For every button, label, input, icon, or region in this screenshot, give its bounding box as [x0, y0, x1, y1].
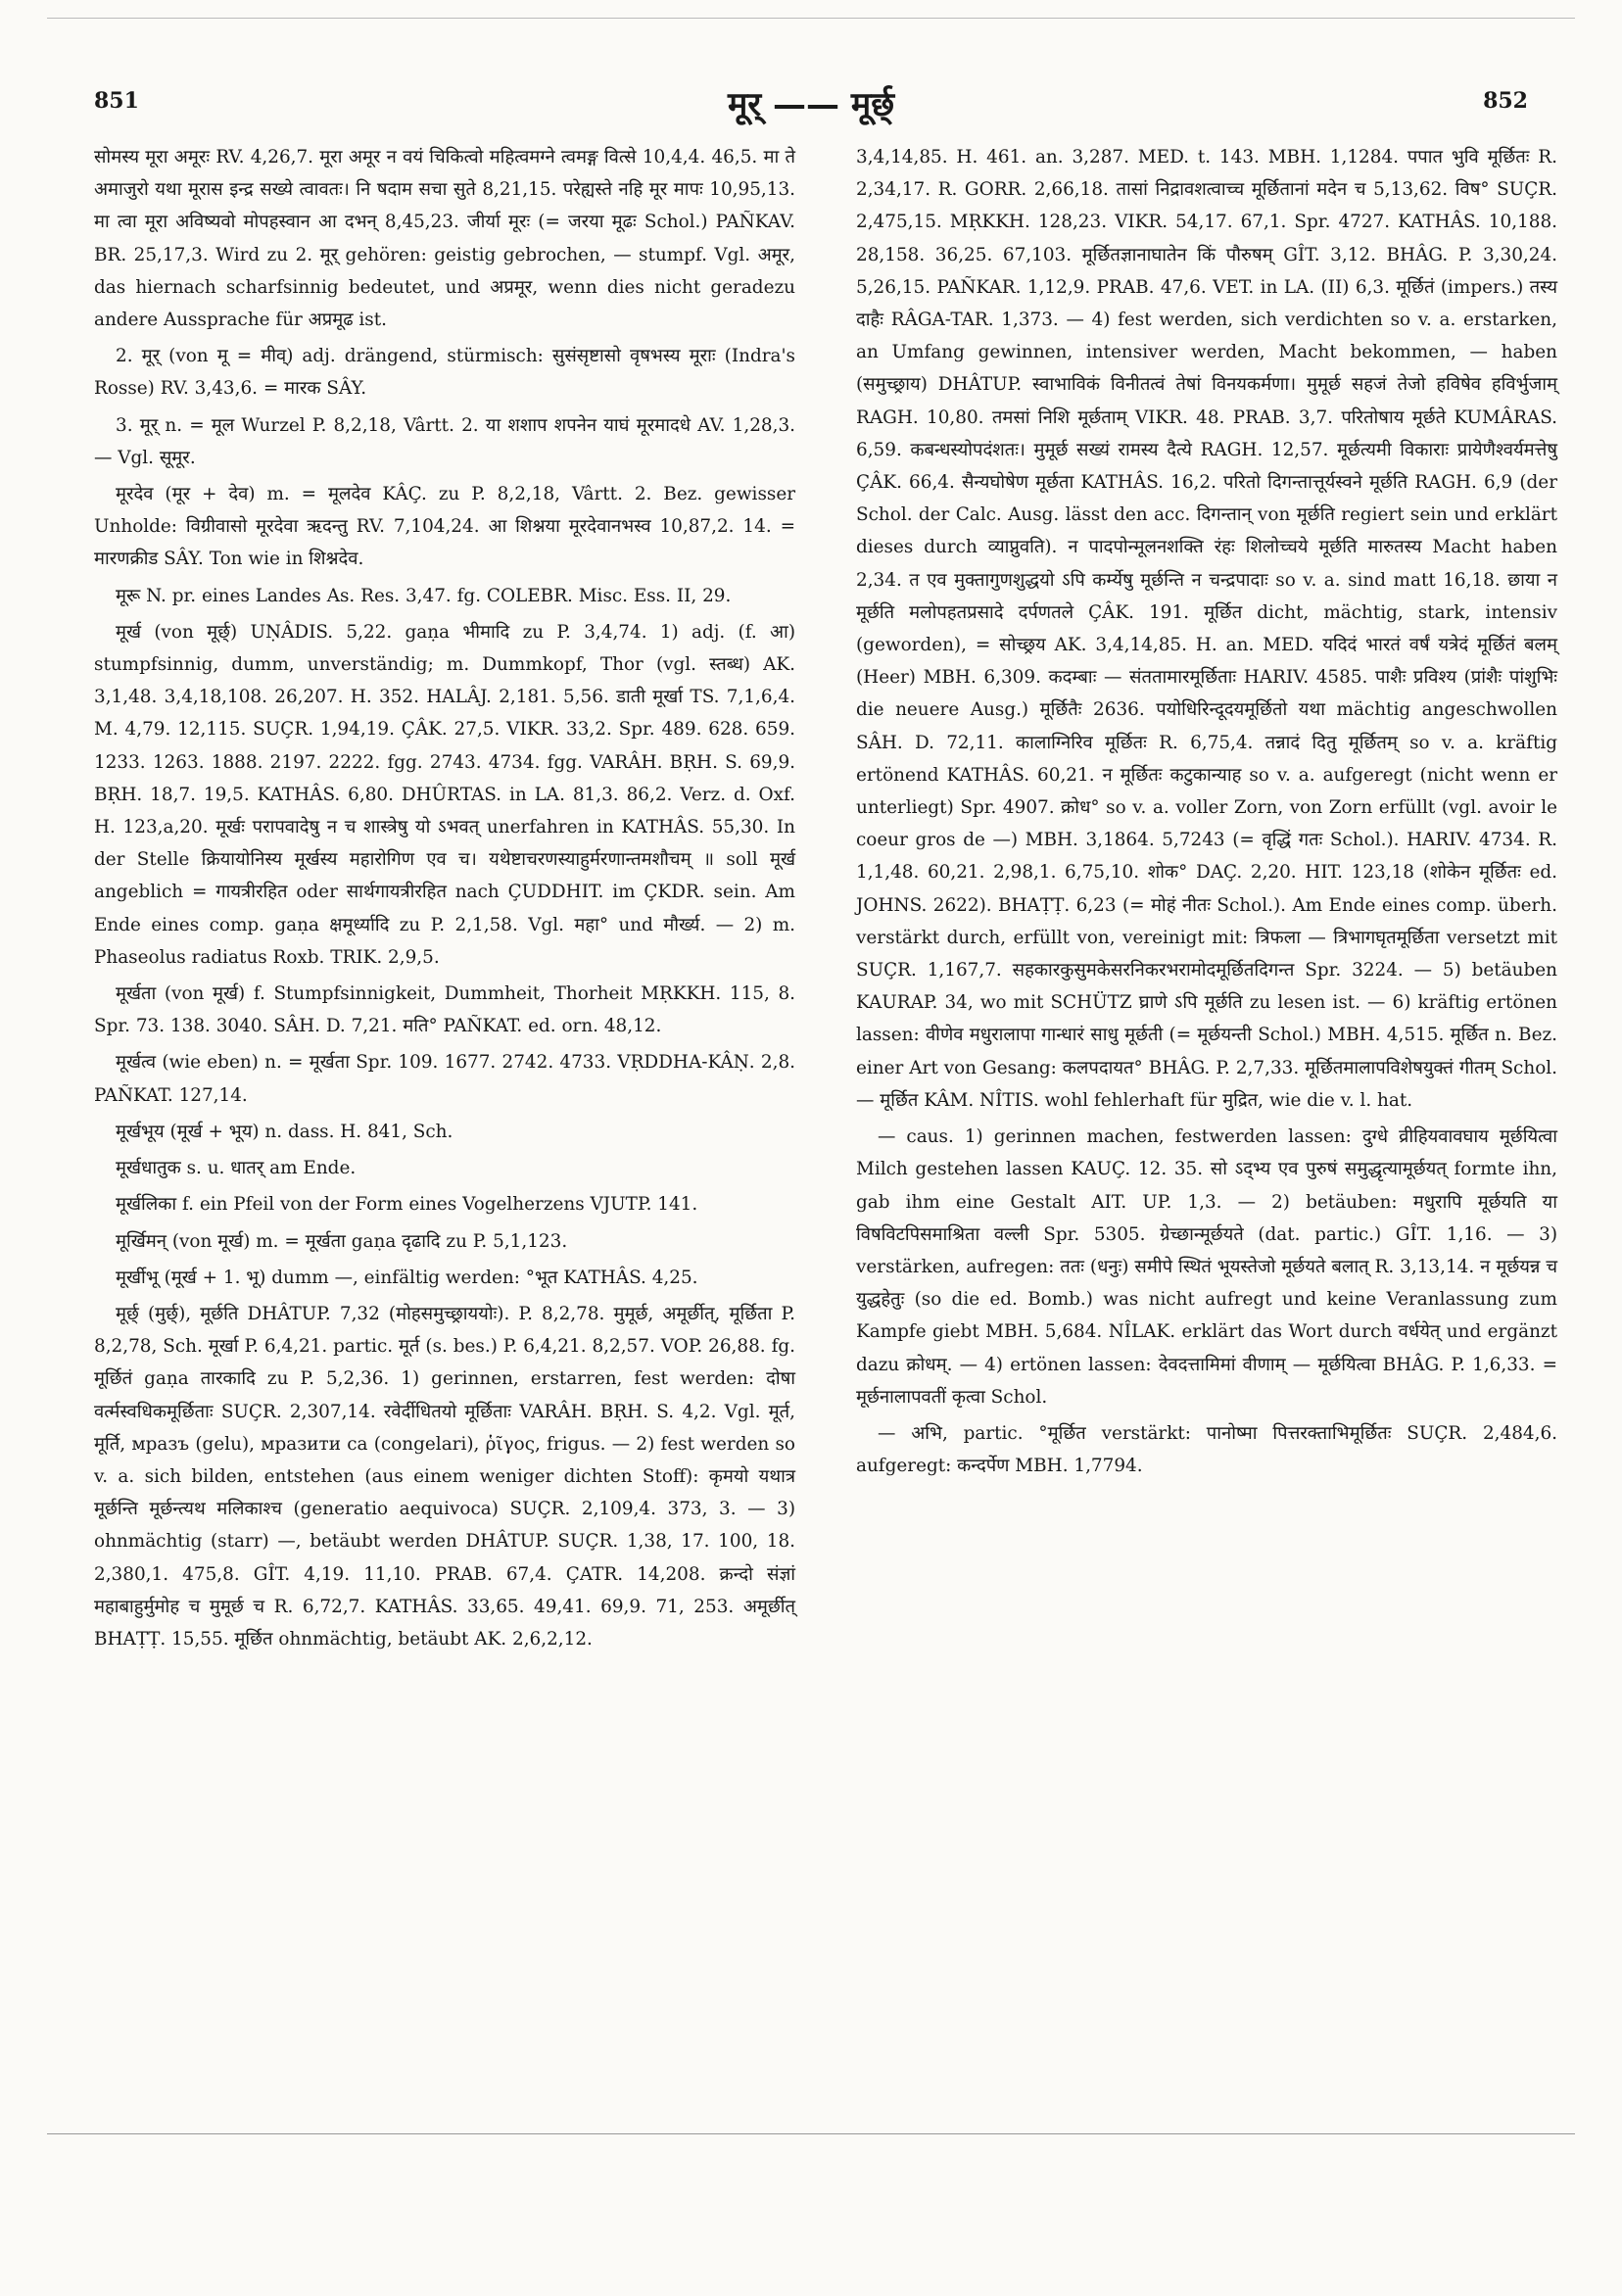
dictionary-entry: 2. मूर् (von मू = मीव्) adj. drängend, stürmisch: सुसंसृष्टासो वृषभस्य मूराः (Indra's Rosse) RV. 3,43,6. = मारक SÂY. [94, 346, 795, 400]
dictionary-entry: मूर्खिमन् (von मूर्ख) m. = मूर्खता gaṇa दृढादि zu P. 5,1,123. [116, 1230, 568, 1252]
dictionary-entry: मूर्खीभू (मूर्ख + 1. भू) dumm —, einfältig werden: °भूत KATHÂS. 4,25. [116, 1267, 698, 1288]
top-rule [47, 18, 1575, 19]
dictionary-entry: — caus. 1) gerinnen machen, festwerden lassen: दुग्धे व्रीहियवावघाय मूर्छयित्वा Milch gestehen lassen KAUÇ. 12. 35. सो ऽद्भ्य एव पुरुषं समुद्धृत्यामूर्छयत् formte ihn, gab ihm eine Gestalt AIT. UP. 1,3. — 2) betäuben: मधुरापि मूर्छयति या विषविटपिसमाश्रिता वल्ली Spr. 5305. ग्रेच्छान्मूर्छयते (dat. partic.) GÎT. 1,16. — 3) verstärken, aufregen: ततः (धनुः) समीपे स्थितं भूयस्तेजो मूर्छयते बलात् R. 3,13,14. न मूर्छयन्न च युद्धहेतुः (so die ed. Bomb.) was nicht aufregt und keine Veranlassung zum Kampfe giebt MBH. 5,684. NÎLAK. erklärt das Wort durch वर्धयेत् und ergänzt dazu क्रोधम्. — 4) ertönen lassen: देवदत्तामिमां वीणाम् — मूर्छयित्वा BHÂG. P. 1,6,33. = मूर्छनालापवतीं कृत्वा Schol. [856, 1126, 1557, 1408]
dictionary-entry: मूर्खता (von मूर्ख) f. Stumpfsinnigkeit, Dummheit, Thorheit MṚKKH. 115, 8. Spr. 73. 138. 3040. SÂH. D. 7,21. मति° PAÑKAT. ed. orn. 48,12. [94, 983, 795, 1037]
dictionary-entry: मूर्खभूय (मूर्ख + भूय) n. dass. H. 841, Sch. [116, 1121, 453, 1142]
dictionary-entry: 3. मूर् n. = मूल Wurzel P. 8,2,18, Vârtt. 2. या शशाप शपनेन याघं मूरमादधे AV. 1,28,3. — Vgl. सूमूर. [94, 414, 795, 468]
dictionary-entry: मूर्खत्व (wie eben) n. = मूर्खता Spr. 109. 1677. 2742. 4733. VṚDDHA-KÂṆ. 2,8. PAÑKAT. 127,14. [94, 1052, 795, 1106]
dictionary-entry: सोमस्य मूरा अमूरः RV. 4,26,7. मूरा अमूर न वयं चिकित्वो महित्वमग्ने त्वमङ्ग वित्से 10,4,4. 46,5. मा ते अमाजुरो यथा मूरास इन्द्र सख्ये त्वावतः। नि षदाम सचा सुते 8,21,15. परेह्यस्ते नहि मूर मापः 10,95,13. मा त्वा मूरा अविष्यवो मोपहस्वान आ दभन् 8,45,23. जीर्या मूरः (= जरया मूढः Schol.) PAÑKAV. BR. 25,17,3. Wird zu 2. मूर् gehören: geistig gebrochen, — stumpf. Vgl. अमूर, das hiernach scharfsinnig bedeutet, und अप्रमूर, wenn dies nicht geradezu andere Aussprache für अप्रमूढ ist. [94, 147, 795, 331]
dictionary-entry: — अभि, partic. °मूर्छित verstärkt: पानोष्मा पित्तरक्ताभिमूर्छितः SUÇR. 2,484,6. aufgeregt: कन्दर्पेण MBH. 1,7794. [856, 1422, 1557, 1477]
dictionary-entry: मूर्खधातुक s. u. धातर् am Ende. [116, 1158, 357, 1179]
right-column [856, 141, 1557, 1486]
dictionary-entry: मूर्ख (von मूर्छ्) UṆÂDIS. 5,22. gaṇa भीमादि zu P. 3,4,74. 1) adj. (f. आ) stumpfsinnig, dumm, unverständig; m. Dummkopf, Thor (vgl. स्तब्ध) AK. 3,1,48. 3,4,18,108. 26,207. H. 352. HALÂJ. 2,181. 5,56. डाती मूर्खा TS. 7,1,6,4. M. 4,79. 12,115. SUÇR. 1,94,19. ÇÂK. 27,5. VIKR. 33,2. Spr. 489. 628. 659. 1233. 1263. 1888. 2197. 2222. fgg. 2743. 4734. fgg. VARÂH. BṚH. S. 69,9. BṚH. 18,7. 19,5. KATHÂS. 6,80. DHÛRTAS. in LA. 81,3. 86,2. Verz. d. Oxf. H. 123,a,20. मूर्खः परापवादेषु न च शास्त्रेषु यो ऽभवत् unerfahren in KATHÂS. 55,30. In der Stelle क्रियायोनिस्य मूर्खस्य महारोगिण एव च। यथेष्टाचरणस्याहुर्मरणान्तमशौचम् ॥ soll मूर्ख angeblich = गायत्रीरहित oder सार्थगायत्रीरहित nach ÇUDDHIT. im ÇKDR. sein. Am Ende eines comp. gaṇa क्षमूर्ध्यादि zu P. 2,1,58. Vgl. महा° und मौर्ख्य. — 2) m. Phaseolus radiatus Roxb. TRIK. 2,9,5. [94, 621, 795, 968]
dictionary-entry: मूरदेव (मूर + देव) m. = मूलदेव KÂÇ. zu P. 8,2,18, Vârtt. 2. Bez. gewisser Unholde: विग्रीवासो मूरदेवा ऋदन्तु RV. 7,104,24. आ शिश्नया मूरदेवानभस्व 10,87,2. 14. = मारणक्रीड SÂY. Ton wie in शिश्नदेव. [94, 484, 795, 570]
dictionary-entry: मूर्छ् (मुर्छ्), मूर्छति DHÂTUP. 7,32 (मोहसमुच्छ्राययोः). P. 8,2,78. मुमूर्छ, अमूर्छीत्, मूर्छिता P. 8,2,78, Sch. मूर्खा P. 6,4,21. partic. मूर्त (s. bes.) P. 6,4,21. 8,2,57. VOP. 26,88. fg. मूर्छितं gaṇa तारकादि zu P. 5,2,36. 1) gerinnen, erstarren, fest werden: दोषा वर्त्मस्वधिकमूर्छिताः SUÇR. 2,307,14. रवेर्दीधितयो मूर्छिताः VARÂH. BṚH. S. 4,2. Vgl. मूर्त, मूर्ति, мразъ (gelu), мразити са (congelari), ῥῖγος, frigus. — 2) fest werden so v. a. sich bilden, entstehen (aus einem weniger dichten Stoff): कृमयो यथात्र मूर्छन्ति मूर्छन्त्यथ मलिकाश्च (generatio aequivoca) SUÇR. 2,109,4. 373, 3. — 3) ohnmächtig (starr) —, betäubt werden DHÂTUP. SUÇR. 1,38, 17. 100, 18. 2,380,1. 475,8. GÎT. 4,19. 11,10. PRAB. 67,4. ÇATR. 14,208. क्रन्दो संज्ञां महाबाहुर्मुमोह च मुमूर्छ च R. 6,72,7. KATHÂS. 33,65. 49,41. 69,9. 71, 253. अमूर्छीत् BHAṬṬ. 15,55. मूर्छित ohnmächtig, betäubt AK. 2,6,2,12. [94, 1303, 795, 1650]
bottom-rule [47, 2133, 1575, 2134]
running-headwords: मूर् —— मूर्छ् [727, 85, 895, 124]
right-page-number: 852 [1483, 88, 1528, 114]
page-header [94, 80, 1528, 139]
dictionary-entry: मूर्खलिका f. ein Pfeil von der Form eines Vogelherzens VJUTP. 141. [116, 1194, 698, 1216]
left-page-number: 851 [94, 88, 139, 114]
dictionary-entry: 3,4,14,85. H. 461. an. 3,287. MED. t. 143. MBH. 1,1284. पपात भुवि मूर्छितः R. 2,34,17. R. GORR. 2,66,18. तासां निद्रावशत्वाच्च मूर्छितानां मदेन च 5,13,62. विष° SUÇR. 2,475,15. MṚKKH. 128,23. VIKR. 54,17. 67,1. Spr. 4727. KATHÂS. 10,188. 28,158. 36,25. 67,103. मूर्छितज्ञानाघातेन किं पौरुषम् GÎT. 3,12. BHÂG. P. 3,30,24. 5,26,15. PAÑKAR. 1,12,9. PRAB. 47,6. VET. in LA. (II) 6,3. मूर्छितं (impers.) तस्य दाहैः RÂGA-TAR. 1,373. — 4) fest werden, sich verdichten so v. a. erstarken, an Umfang gewinnen, intensiver werden, Macht bekommen, — haben (समुच्छ्राय) DHÂTUP. स्वाभाविकं विनीतत्वं तेषां विनयकर्मणा। मुमूर्छ सहजं तेजो हविषेव हविर्भुजाम् RAGH. 10,80. तमसां निशि मूर्छताम् VIKR. 48. PRAB. 3,7. परितोषाय मूर्छते KUMÂRAS. 6,59. कबन्धस्योपदंशतः। मुमूर्छ सख्यं रामस्य दैत्ये RAGH. 12,57. मूर्छत्यमी विकाराः प्रायेणैश्वर्यमत्तेषु ÇÂK. 66,4. सैन्यघोषेण मूर्छता KATHÂS. 16,2. परितो दिगन्तात्तूर्यस्वने मूर्छति RAGH. 6,9 (der Schol. der Calc. Ausg. lässt den acc. दिगन्तान् von मूर्छति regiert sein und erklärt dieses durch व्याप्नुवति). न पादपोन्मूलनशक्ति रंहः शिलोच्चये मूर्छति मारुतस्य Macht haben 2,34. त एव मुक्तागुणशुद्धयो ऽपि कर्म्येषु मूर्छन्ति न चन्द्रपादाः so v. a. sind matt 16,18. छाया न मूर्छति मलोपहतप्रसादे दर्पणतले ÇÂK. 191. मूर्छित dicht, mächtig, stark, intensiv (geworden), = सोच्छ्रय AK. 3,4,14,85. H. an. MED. यदिदं भारतं वर्षं यत्रेदं मूर्छितं बलम् (Heer) MBH. 6,309. कदम्बाः — संततामारमूर्छिताः HARIV. 4585. पाशैः प्रविश्य (प्रांशैः पांशुभिः die neuere Ausg.) मूर्छितैः 2636. पयोधिरिन्दूदयमूर्छितो यथा mächtig angeschwollen SÂH. D. 72,11. कालाग्निरिव मूर्छितः R. 6,75,4. तन्नादं दितु मूर्छितम् so v. a. kräftig ertönend KATHÂS. 60,21. न मूर्छितः कटुकान्याह so v. a. aufgeregt (nicht wenn er unterliegt) Spr. 4907. क्रोध° so v. a. voller Zorn, von Zorn erfüllt (vgl. avoir le coeur gros de —) MBH. 3,1864. 5,7243 (= वृद्धिं गतः Schol.). HARIV. 4734. R. 1,1,48. 60,21. 2,98,1. 6,75,10. शोक° DAÇ. 2,20. HIT. 123,18 (शोकेन मूर्छितः ed. JOHNS. 2622). BHAṬṬ. 6,23 (= मोहं नीतः Schol.). Am Ende eines comp. überh. verstärkt durch, erfüllt von, vereinigt mit: त्रिफला — त्रिभागघृतमूर्छिता versetzt mit SUÇR. 1,167,7. सहकारकुसुमकेसरनिकरभरामोदमूर्छितदिगन्त Spr. 3224. — 5) betäuben KAURAP. 34, wo mit SCHÜTZ घ्राणे ऽपि मूर्छति zu lesen ist. — 6) kräftig ertönen lassen: वीणेव मधुरालापा गान्धारं साधु मूर्छती (= मूर्छयन्ती Schol.) MBH. 4,515. मूर्छित n. Bez. einer Art von Gesang: कलपदायत° BHÂG. P. 2,7,33. मूर्छितमालापविशेषयुक्तं गीतम् Schol. — मूर्छित KÂM. NÎTIS. wohl fehlerhaft für मुद्रित, wie die v. l. hat. [856, 147, 1557, 1111]
left-column [94, 141, 795, 1659]
dictionary-entry: मूरू N. pr. eines Landes As. Res. 3,47. fg. COLEBR. Misc. Ess. II, 29. [116, 585, 732, 606]
